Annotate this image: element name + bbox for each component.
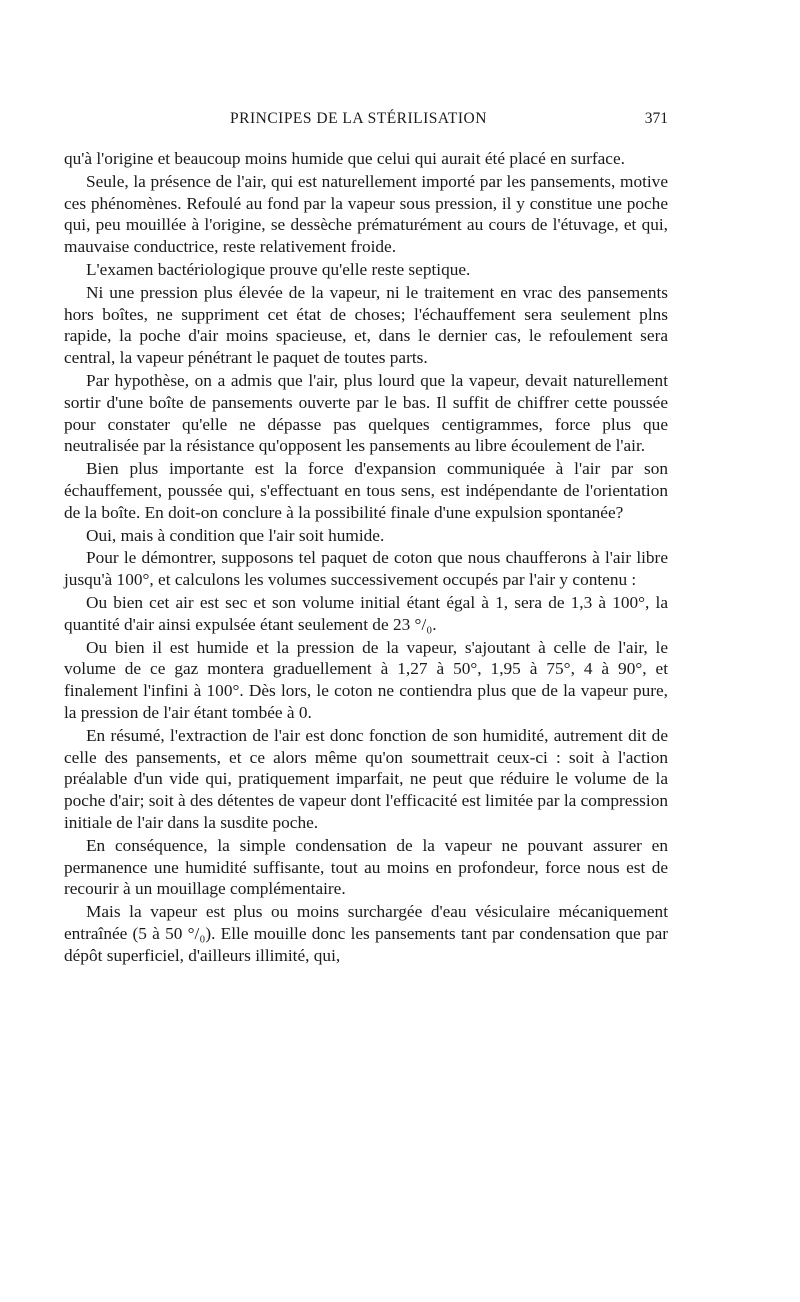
running-header bbox=[64, 110, 668, 134]
paragraph: Ou bien cet air est sec et son volume initial étant égal à 1, sera de 1,3 à 100°, la quantité d'air ainsi expulsée étant seulement de 23 °/₀. bbox=[64, 592, 668, 634]
paragraph: En conséquence, la simple condensation de la vapeur ne pouvant assurer en permanence une humidité suffisante, tout au moins en profondeur, force nous est de recourir à un mouillage complémentaire. bbox=[64, 835, 668, 899]
paragraph: Oui, mais à condition que l'air soit humide. bbox=[86, 525, 385, 545]
paragraph: Ni une pression plus élevée de la vapeur, ni le traitement en vrac des pansements hors boîtes, ne suppriment cet état de choses; l'échauffement sera seulement plns rapide, la poche d'air moins spacieuse, et, dans le dernier cas, le refoulement sera central, la vapeur pénétrant le paquet de toutes parts. bbox=[64, 282, 668, 368]
paragraph: Par hypothèse, on a admis que l'air, plus lourd que la vapeur, devait naturellement sortir d'une boîte de pansements ouverte par le bas. Il suffit de chiffrer cette poussée pour constater qu'elle ne dépasse pas quelques centigrammes, force plus que neutralisée par la résistance qu'opposent les pansements au libre écoulement de l'air. bbox=[64, 370, 668, 456]
paragraph: Bien plus importante est la force d'expansion communiquée à l'air par son échauffement, poussée qui, s'effectuant en tous sens, est indépendante de l'orientation de la boîte. En doit-on conclure à la possibilité finale d'une expulsion spontanée? bbox=[64, 459, 668, 522]
paragraph: Mais la vapeur est plus ou moins surchargée d'eau vésiculaire mécaniquement entraînée (5 à 50 °/₀). Elle mouille donc les pansements tant par condensation que par dépôt superficiel, d'ailleurs illimité, qui, bbox=[64, 902, 668, 965]
paragraph: Ou bien il est humide et la pression de la vapeur, s'ajoutant à celle de l'air, le volume de ce gaz montera graduellement à 1,27 à 50°, 1,95 à 75°, 4 à 90°, et finalement l'infini à 100°. Dès lors, le coton ne contiendra plus que de la vapeur pure, la pression de l'air étant tombée à 0. bbox=[64, 637, 668, 722]
body-text bbox=[64, 148, 668, 967]
paragraph-continuation: qu'à l'origine et beaucoup moins humide que celui qui aurait été placé en surface. bbox=[64, 149, 625, 168]
paragraph: Pour le démontrer, supposons tel paquet de coton que nous chaufferons à l'air libre jusqu'à 100°, et calculons les volumes successivement occupés par l'air y contenu : bbox=[64, 548, 668, 590]
page-number: 371 bbox=[644, 110, 668, 127]
paragraph: En résumé, l'extraction de l'air est donc fonction de son humidité, autrement dit de celle des pansements, et ce alors même qu'on soumettrait ceux-ci : soit à l'action préalable d'un vide qui, pratiquement imparfait, ne peut que réduire le volume de la poche d'air; soit à des détentes de vapeur dont l'efficacité est limitée par la compression initiale de l'air dans la susdite poche. bbox=[64, 725, 668, 832]
paragraph: L'examen bactériologique prouve qu'elle reste septique. bbox=[86, 259, 471, 279]
running-title: PRINCIPES DE LA STÉRILISATION bbox=[230, 110, 487, 127]
paragraph: Seule, la présence de l'air, qui est naturellement importé par les pansements, motive ces phénomènes. Refoulé au fond par la vapeur sous pression, il y constitue une poche qui, peu mouillée à l'origine, se dessèche prématurément au cours de l'étuvage, et qui, mauvaise conductrice, reste relativement froide. bbox=[64, 171, 668, 257]
